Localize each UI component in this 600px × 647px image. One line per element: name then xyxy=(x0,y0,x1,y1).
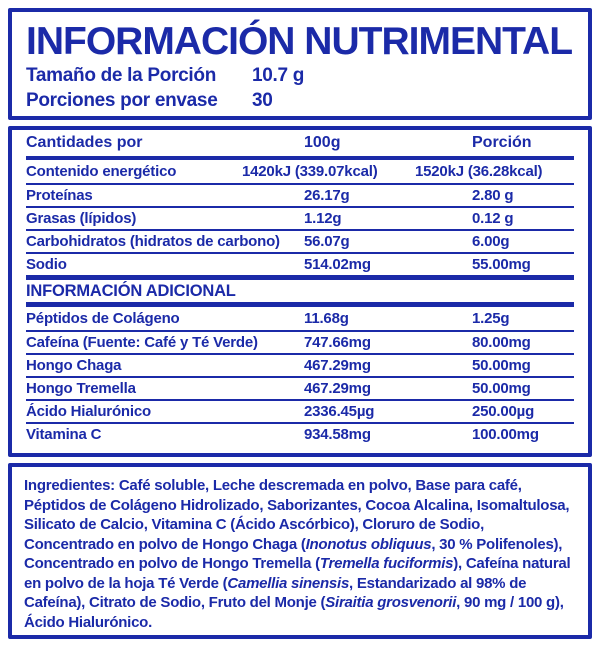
portion-value: 80.00mg xyxy=(472,334,531,351)
table-row xyxy=(26,229,574,252)
per-100g-value: 56.07g xyxy=(304,233,350,250)
portion-value: 2.80 g xyxy=(472,187,514,204)
table-row xyxy=(26,376,574,399)
amounts-per-header: Cantidades por xyxy=(26,134,143,151)
portion-value: 55.00mg xyxy=(472,256,531,273)
table-row xyxy=(26,307,574,330)
title-box xyxy=(8,8,592,120)
nutrient-label: Vitamina C xyxy=(26,426,102,443)
portion-value: 6.00g xyxy=(472,233,510,250)
per-100g-value: 747.66mg xyxy=(304,334,371,351)
table-row xyxy=(26,183,574,206)
nutrient-label: Carbohidratos (hidratos de carbono) xyxy=(26,233,280,250)
per-100g-value: 467.29mg xyxy=(304,357,371,374)
portion-value: 100.00mg xyxy=(472,426,539,443)
portion-value: 250.00µg xyxy=(472,403,535,420)
nutrient-label: Hongo Chaga xyxy=(26,357,122,374)
portion-header: Porción xyxy=(472,134,532,151)
nutrient-table-box xyxy=(8,126,592,457)
table-row xyxy=(26,252,574,275)
per-100g-value: 514.02mg xyxy=(304,256,371,273)
table-row xyxy=(26,399,574,422)
nutrient-label: Hongo Tremella xyxy=(26,380,136,397)
per-100g-value: 467.29mg xyxy=(304,380,371,397)
serving-size-row xyxy=(26,64,574,87)
per-100g-value: 934.58mg xyxy=(304,426,371,443)
per-100g-value: 1.12g xyxy=(304,210,342,227)
serving-size-value: 10.7 g xyxy=(252,65,305,86)
table-row xyxy=(26,160,574,183)
page-title: INFORMACIÓN NUTRIMENTAL xyxy=(26,20,573,63)
ingredient-scientific-name: Siraitia grosvenorii xyxy=(325,594,457,611)
ingredient-text-segment: , 30 % Polifenoles), Concentrado en polvo de Hongo Tremella ( xyxy=(24,535,563,572)
nutrient-label: Contenido energético xyxy=(26,163,177,180)
ingredients-box xyxy=(8,463,592,639)
per-100g-value: 11.68g xyxy=(304,310,349,327)
nutrient-label: Cafeína (Fuente: Café y Té Verde) xyxy=(26,334,258,351)
additional-info-header: INFORMACIÓN ADICIONAL xyxy=(26,275,574,307)
per-100g-value: 2336.45µg xyxy=(304,403,375,420)
per-100g-value: 1420kJ (339.07kcal) xyxy=(242,163,378,180)
ingredient-scientific-name: Tremella fuciformis xyxy=(319,555,454,572)
portion-value: 1.25g xyxy=(472,310,510,327)
serving-size-label: Tamaño de la Porción xyxy=(26,65,217,86)
nutrient-label: Sodio xyxy=(26,256,67,273)
ingredient-scientific-name: Inonotus obliquus xyxy=(305,535,432,553)
ingredients-text xyxy=(24,476,576,632)
nutrient-label: Ácido Hialurónico xyxy=(26,403,151,420)
per-100g-value: 26.17g xyxy=(304,187,350,204)
servings-per-container-row xyxy=(26,89,574,112)
ingredient-text-segment: , Estandarizado al 98% de Cafeína), Citrato de Sodio, Fruto del Monje ( xyxy=(24,574,527,611)
per-100g-header: 100g xyxy=(304,134,341,151)
servings-per-container-value: 30 xyxy=(252,90,273,111)
nutrient-label: Grasas (lípidos) xyxy=(26,210,137,227)
ingredient-scientific-name: Camellia sinensis xyxy=(227,574,350,592)
table-row xyxy=(26,422,574,445)
portion-value: 50.00mg xyxy=(472,357,531,374)
table-row xyxy=(26,330,574,353)
portion-value: 1520kJ (36.28kcal) xyxy=(415,163,543,180)
nutrient-rows xyxy=(26,160,574,275)
table-header-row xyxy=(26,130,574,160)
ingredient-text-segment: Ingredientes: Café soluble, Leche descremada en polvo, Base para café, Péptidos de Colágeno Hidrolizado, Saborizantes, Cocoa Alcalina, Isomaltulosa, Silicato de Calcio, Vitamina C (Ácido Ascórbico), Cloruro de Sodio, Concentrado en polvo de Hongo Chaga ( xyxy=(24,477,570,553)
portion-value: 0.12 g xyxy=(472,210,514,227)
nutrient-label: Péptidos de Colágeno xyxy=(26,310,180,327)
table-row xyxy=(26,353,574,376)
additional-info-rows xyxy=(26,307,574,445)
table-row xyxy=(26,206,574,229)
nutrient-label: Proteínas xyxy=(26,187,93,204)
ingredient-text-segment: ), Cafeína natural en polvo de la hoja Té Verde ( xyxy=(24,555,571,592)
servings-per-container-label: Porciones por envase xyxy=(26,90,218,111)
ingredient-text-segment: , 90 mg / 100 g), Ácido Hialurónico. xyxy=(24,594,564,631)
portion-value: 50.00mg xyxy=(472,380,531,397)
